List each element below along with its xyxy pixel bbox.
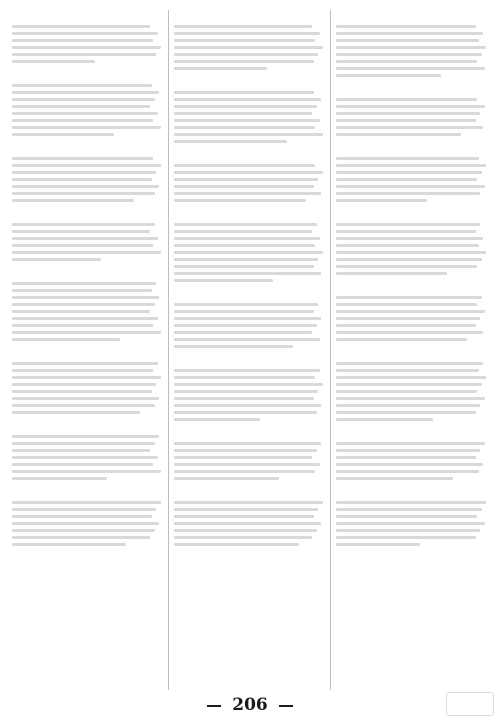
text-line: [174, 98, 321, 101]
answer-text: [336, 486, 488, 497]
text-line: [174, 463, 320, 466]
text-line: [12, 237, 158, 240]
text-line: [174, 338, 320, 341]
answer-block: [12, 486, 162, 546]
text-line: [174, 369, 320, 372]
text-lines-placeholder: [336, 362, 488, 421]
answer-block: [336, 281, 488, 341]
text-line: [336, 543, 420, 546]
text-line: [174, 126, 315, 129]
text-line: [336, 317, 480, 320]
answer-text: [336, 281, 488, 292]
answer-block: [174, 76, 324, 143]
text-line: [174, 237, 320, 240]
answer-block: [336, 427, 488, 480]
text-lines-placeholder: [336, 157, 488, 202]
text-line: [336, 178, 477, 181]
answer-block: [336, 347, 488, 421]
answer-text: [174, 288, 324, 299]
text-line: [12, 53, 156, 56]
text-line: [12, 46, 161, 49]
answer-key-page: [10, 10, 490, 690]
answer-text: [12, 142, 162, 153]
answer-text: [12, 69, 162, 80]
text-line: [174, 418, 260, 421]
column-right: [334, 10, 490, 690]
text-line: [174, 39, 315, 42]
text-line: [174, 324, 317, 327]
text-line: [336, 258, 482, 261]
text-line: [12, 477, 107, 480]
text-line: [174, 164, 315, 167]
text-line: [336, 463, 483, 466]
text-line: [174, 230, 312, 233]
text-line: [12, 324, 153, 327]
text-line: [174, 331, 312, 334]
text-lines-placeholder: [336, 442, 488, 480]
text-lines-placeholder: [174, 223, 324, 282]
text-line: [12, 435, 159, 438]
text-line: [174, 133, 323, 136]
watermark-logo: [446, 692, 494, 716]
text-line: [12, 331, 161, 334]
text-line: [336, 265, 477, 268]
text-line: [336, 522, 485, 525]
text-line: [12, 282, 156, 285]
answer-block: [336, 208, 488, 275]
answer-text: [12, 208, 162, 219]
text-lines-placeholder: [12, 282, 162, 341]
text-lines-placeholder: [12, 223, 162, 261]
text-line: [12, 397, 159, 400]
text-line: [174, 456, 312, 459]
text-line: [12, 529, 155, 532]
text-line: [174, 442, 321, 445]
text-line: [174, 192, 321, 195]
text-line: [336, 397, 485, 400]
answer-block: [12, 347, 162, 414]
text-line: [174, 53, 318, 56]
text-line: [174, 383, 323, 386]
text-line: [12, 289, 152, 292]
text-line: [174, 317, 321, 320]
text-line: [174, 404, 321, 407]
text-line: [336, 164, 486, 167]
answer-text: [336, 208, 488, 219]
column-divider: [168, 10, 169, 690]
column-middle: [172, 10, 326, 690]
text-line: [336, 470, 479, 473]
text-lines-placeholder: [12, 435, 162, 480]
text-line: [336, 112, 480, 115]
column-divider: [330, 10, 331, 690]
text-line: [12, 303, 155, 306]
text-line: [174, 171, 323, 174]
text-line: [174, 258, 318, 261]
text-line: [174, 25, 312, 28]
text-line: [12, 317, 158, 320]
text-lines-placeholder: [336, 25, 488, 77]
text-line: [336, 105, 485, 108]
answer-text: [174, 427, 324, 438]
answer-text: [174, 149, 324, 160]
text-line: [174, 543, 299, 546]
text-line: [12, 310, 150, 313]
answer-block: [336, 10, 488, 77]
text-line: [12, 157, 153, 160]
text-line: [174, 449, 317, 452]
text-line: [174, 251, 323, 254]
text-lines-placeholder: [174, 501, 324, 546]
text-line: [12, 362, 158, 365]
text-line: [336, 303, 477, 306]
text-line: [336, 310, 485, 313]
text-line: [12, 98, 155, 101]
text-line: [336, 324, 476, 327]
answer-text: [174, 486, 324, 497]
answer-block: [174, 427, 324, 480]
text-line: [336, 46, 486, 49]
answer-block: [336, 142, 488, 202]
text-line: [12, 543, 126, 546]
text-line: [12, 133, 114, 136]
text-line: [336, 418, 433, 421]
answer-block: [174, 149, 324, 202]
answer-block: [174, 208, 324, 282]
answer-text: [12, 486, 162, 497]
text-line: [12, 185, 159, 188]
text-line: [174, 470, 315, 473]
page-footer: [0, 694, 500, 716]
text-line: [12, 258, 101, 261]
answer-block: [12, 69, 162, 136]
text-line: [336, 251, 486, 254]
text-line: [174, 272, 321, 275]
text-line: [12, 32, 158, 35]
text-line: [174, 60, 314, 63]
text-lines-placeholder: [336, 501, 488, 546]
text-lines-placeholder: [174, 303, 324, 348]
text-line: [174, 536, 312, 539]
text-lines-placeholder: [12, 362, 162, 414]
answer-block: [12, 142, 162, 202]
text-lines-placeholder: [174, 442, 324, 480]
answer-text: [336, 83, 488, 94]
text-line: [174, 199, 306, 202]
text-line: [174, 477, 279, 480]
text-line: [336, 171, 482, 174]
text-line: [336, 369, 479, 372]
text-line: [336, 126, 483, 129]
text-line: [12, 84, 152, 87]
answer-block: [12, 420, 162, 480]
answer-block: [12, 10, 162, 63]
text-line: [174, 303, 318, 306]
text-line: [336, 119, 476, 122]
answer-text: [12, 267, 162, 278]
text-line: [174, 265, 314, 268]
text-line: [336, 338, 467, 341]
text-line: [174, 376, 315, 379]
text-line: [12, 112, 158, 115]
text-line: [336, 404, 480, 407]
answer-block: [174, 354, 324, 421]
text-line: [336, 39, 479, 42]
text-line: [174, 67, 267, 70]
answer-block: [336, 83, 488, 136]
text-line: [336, 477, 453, 480]
text-line: [336, 60, 477, 63]
text-line: [12, 119, 153, 122]
text-lines-placeholder: [12, 157, 162, 202]
text-lines-placeholder: [174, 91, 324, 143]
answer-text: [336, 427, 488, 438]
answer-text: [174, 354, 324, 365]
text-line: [12, 199, 134, 202]
footer-rule-right: [279, 705, 293, 707]
text-line: [336, 383, 482, 386]
column-left: [10, 10, 164, 690]
text-line: [336, 199, 427, 202]
text-line: [336, 98, 477, 101]
answer-text: [174, 10, 324, 21]
text-line: [12, 508, 156, 511]
text-line: [336, 508, 482, 511]
answer-text: [174, 208, 324, 219]
text-line: [12, 536, 150, 539]
footer-rule-left: [207, 705, 221, 707]
text-line: [336, 133, 461, 136]
text-line: [174, 345, 293, 348]
text-lines-placeholder: [336, 223, 488, 275]
page-number: 206: [232, 695, 268, 715]
text-line: [174, 91, 314, 94]
text-line: [12, 338, 120, 341]
text-line: [174, 522, 321, 525]
text-line: [12, 178, 152, 181]
text-line: [12, 230, 150, 233]
answer-text: [336, 142, 488, 153]
text-line: [336, 331, 483, 334]
text-line: [12, 376, 161, 379]
text-lines-placeholder: [174, 25, 324, 70]
text-lines-placeholder: [12, 501, 162, 546]
text-line: [174, 508, 318, 511]
text-line: [336, 223, 480, 226]
text-line: [12, 515, 152, 518]
text-line: [336, 456, 476, 459]
text-lines-placeholder: [12, 25, 162, 63]
answer-text: [12, 347, 162, 358]
text-line: [336, 192, 480, 195]
text-line: [12, 456, 158, 459]
answer-text: [12, 10, 162, 21]
text-line: [336, 230, 476, 233]
text-line: [12, 39, 153, 42]
text-line: [174, 310, 314, 313]
text-line: [174, 32, 320, 35]
text-line: [336, 67, 485, 70]
text-line: [12, 164, 161, 167]
text-line: [12, 105, 150, 108]
text-line: [12, 470, 161, 473]
text-line: [12, 369, 153, 372]
text-line: [336, 411, 476, 414]
answer-text: [174, 76, 324, 87]
answer-text: [336, 10, 488, 21]
text-line: [12, 192, 155, 195]
text-line: [12, 501, 161, 504]
text-line: [174, 105, 317, 108]
text-line: [336, 536, 476, 539]
text-line: [336, 53, 482, 56]
text-line: [174, 411, 317, 414]
text-lines-placeholder: [174, 369, 324, 421]
text-lines-placeholder: [336, 296, 488, 341]
text-line: [12, 390, 152, 393]
text-lines-placeholder: [336, 98, 488, 136]
text-line: [336, 25, 476, 28]
text-line: [336, 157, 479, 160]
text-line: [336, 376, 486, 379]
text-line: [336, 244, 479, 247]
text-line: [336, 529, 480, 532]
text-line: [336, 185, 485, 188]
text-line: [12, 411, 140, 414]
text-line: [174, 501, 323, 504]
text-line: [174, 244, 315, 247]
text-line: [12, 126, 161, 129]
text-line: [336, 272, 447, 275]
answer-block: [12, 208, 162, 261]
text-lines-placeholder: [174, 164, 324, 202]
answer-block: [174, 10, 324, 70]
text-line: [12, 244, 153, 247]
text-line: [12, 25, 150, 28]
text-line: [174, 279, 273, 282]
answer-block: [174, 288, 324, 348]
text-line: [174, 515, 314, 518]
text-line: [336, 32, 483, 35]
text-line: [336, 237, 483, 240]
text-line: [174, 140, 287, 143]
text-line: [174, 185, 314, 188]
text-line: [174, 178, 318, 181]
answer-block: [336, 486, 488, 546]
text-line: [336, 449, 480, 452]
text-line: [336, 362, 483, 365]
answer-block: [174, 486, 324, 546]
text-line: [12, 296, 159, 299]
text-line: [336, 74, 441, 77]
text-line: [12, 522, 159, 525]
text-line: [174, 397, 314, 400]
text-line: [336, 296, 482, 299]
text-line: [336, 442, 485, 445]
text-line: [174, 390, 318, 393]
answer-text: [336, 347, 488, 358]
text-line: [336, 501, 486, 504]
text-line: [174, 46, 323, 49]
text-line: [336, 390, 477, 393]
text-line: [174, 112, 312, 115]
answer-text: [12, 420, 162, 431]
text-line: [12, 404, 155, 407]
text-line: [12, 223, 155, 226]
text-line: [12, 442, 155, 445]
text-line: [12, 449, 150, 452]
text-line: [12, 383, 156, 386]
text-line: [12, 463, 153, 466]
text-line: [12, 60, 95, 63]
text-line: [12, 251, 161, 254]
text-lines-placeholder: [12, 84, 162, 136]
answer-block: [12, 267, 162, 341]
text-line: [336, 515, 477, 518]
text-line: [174, 529, 317, 532]
text-line: [174, 223, 317, 226]
text-line: [12, 91, 159, 94]
text-line: [12, 171, 156, 174]
text-line: [174, 119, 320, 122]
